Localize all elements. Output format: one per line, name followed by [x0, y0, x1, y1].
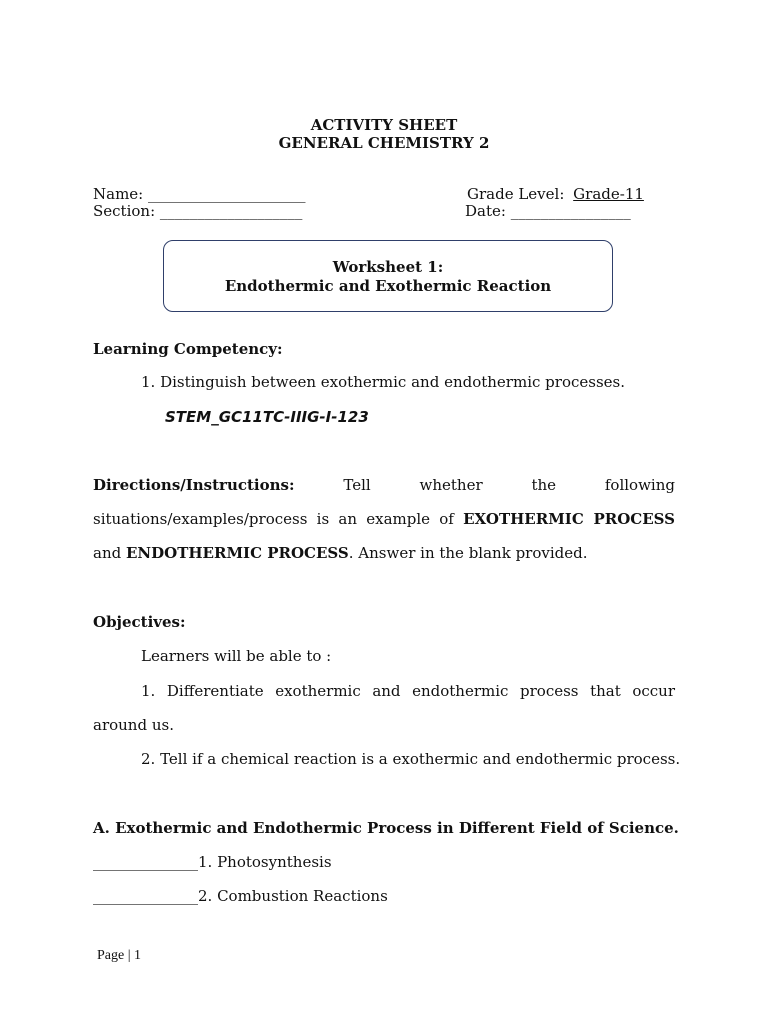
objectives-heading: Objectives:: [93, 613, 186, 631]
page-number: Page | 1: [97, 948, 142, 963]
objective-item-1-cont: around us.: [93, 716, 174, 734]
section-a-heading: A. Exothermic and Endothermic Process in Different Field of Science.: [93, 819, 679, 837]
directions-label: Directions/Instructions:: [93, 476, 295, 494]
directions-text-4: . Answer in the blank provided.: [348, 544, 588, 562]
section-blank: ___________________: [159, 202, 303, 220]
subject-title: GENERAL CHEMISTRY 2: [278, 134, 490, 152]
directions-text-1: Tell whether the following: [343, 476, 675, 494]
answer-blank: ______________: [93, 853, 198, 871]
grade-label: Grade Level:: [467, 185, 565, 203]
sheet-title: ACTIVITY SHEET: [310, 116, 458, 134]
list-item: [93, 887, 388, 905]
section-field: [93, 202, 302, 220]
objective-item-1: 1. Differentiate exothermic and endothermic process that occur: [141, 682, 675, 700]
objectives-intro: Learners will be able to :: [141, 647, 332, 665]
objective-item-2: 2. Tell if a chemical reaction is a exothermic and endothermic process.: [141, 750, 681, 768]
competency-heading: Learning Competency:: [93, 340, 283, 358]
date-blank: ________________: [510, 202, 631, 220]
answer-blank: ______________: [93, 887, 198, 905]
name-field: [93, 185, 306, 203]
section-label: Section:: [93, 202, 156, 220]
name-label: Name:: [93, 185, 144, 203]
directions-line-1: [93, 476, 675, 494]
directions-text-2: situations/examples/process is an example of: [93, 510, 454, 528]
endothermic-term: ENDOTHERMIC PROCESS: [126, 544, 349, 562]
worksheet-topic: Endothermic and Exothermic Reaction: [224, 277, 552, 295]
grade-field: [467, 185, 644, 203]
competency-item: 1. Distinguish between exothermic and endothermic processes.: [141, 373, 625, 391]
exothermic-term: EXOTHERMIC PROCESS: [463, 510, 675, 528]
date-label: Date:: [465, 202, 506, 220]
list-item: [93, 853, 332, 871]
date-field: [465, 202, 631, 220]
name-blank: _____________________: [148, 185, 306, 203]
item-text: 2. Combustion Reactions: [198, 887, 388, 905]
directions-text-3: and: [93, 544, 122, 562]
item-text: 1. Photosynthesis: [198, 853, 332, 871]
worksheet-number: Worksheet 1:: [332, 258, 444, 276]
directions-line-2: [93, 510, 675, 528]
directions-line-3: [93, 544, 588, 562]
grade-value: Grade-11: [573, 185, 644, 203]
competency-code: STEM_GC11TC-IIIG-I-123: [165, 408, 369, 426]
worksheet-title-box: [163, 240, 613, 312]
